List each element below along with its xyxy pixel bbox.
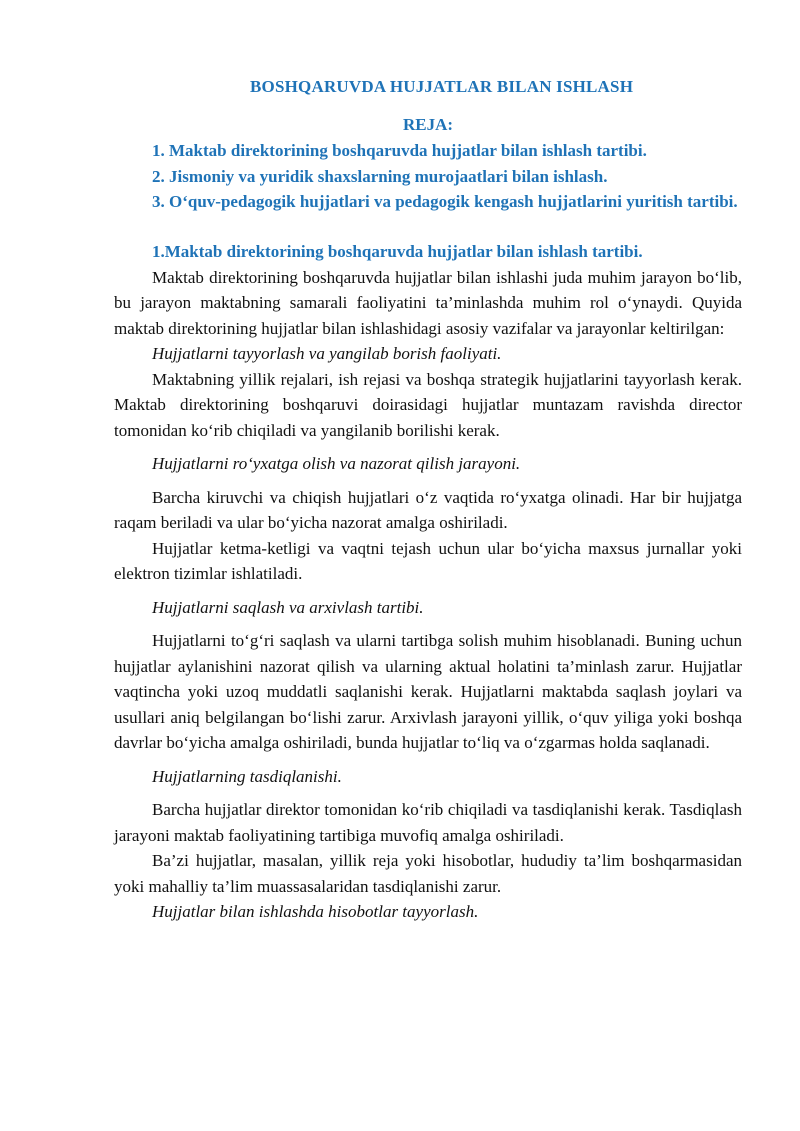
document-title: BOSHQARUVDA HUJJATLAR BILAN ISHLASH bbox=[250, 77, 634, 96]
plan-item: 1. Maktab direktorining boshqaruvda hujjatlar bilan ishlash tartibi. bbox=[152, 141, 647, 160]
document-content bbox=[114, 72, 742, 925]
paragraph-archiving: Hujjatlarni to‘g‘ri saqlash va ularni tartibga solish muhim hisoblanadi. Buning uchun hujjatlar aylanishini nazorat qilish va ularning aktual holatini ta’minlash zarur. Hujjatlar vaqtincha yoki uzoq muddatli saqlanishi kerak. Hujjatlarni maktabda saqlash joylari va usullari aniq belgilangan bo‘lishi zarur. Arxivlash jarayoni yillik, o‘quv yiliga yoki boshqa davrlar bo‘yicha amalga oshiriladi, bunda hujjatlar to‘liq va o‘zgarmas holda saqlanadi. bbox=[114, 631, 742, 752]
plan-list bbox=[114, 138, 742, 215]
paragraph-journals: Hujjatlar ketma-ketligi va vaqtni tejash uchun ular bo‘yicha maxsus jurnallar yoki elektron tizimlar ishlatiladi. bbox=[114, 538, 742, 583]
paragraph-approval: Barcha hujjatlar direktor tomonidan ko‘rib chiqiladi va tasdiqlanishi kerak. Tasdiqlash jarayoni maktab faoliyatining tartibiga muvofiq amalga oshiriladi. bbox=[114, 800, 742, 845]
paragraph-registration: Barcha kiruvchi va chiqish hujjatlari o‘z vaqtida ro‘yxatga olinadi. Har bir hujjatga raqam beriladi va ular bo‘yicha nazorat amalga oshiriladi. bbox=[114, 487, 742, 532]
paragraph-preparation: Maktabning yillik rejalari, ish rejasi va boshqa strategik hujjatlarini tayyorlash kerak. Maktab direktorining boshqaruvi doirasidagi hujjatlar muntazam ravishda director tomonidan ko‘rib chiqiladi va yangilanib borilishi kerak. bbox=[114, 369, 742, 440]
subheading-archiving: Hujjatlarni saqlash va arxivlash tartibi. bbox=[152, 597, 424, 617]
subheading-reports: Hujjatlar bilan ishlashda hisobotlar tayyorlash. bbox=[152, 902, 479, 921]
plan-item: 3. O‘quv-pedagogik hujjatlari va pedagogik kengash hujjatlarini yuritish tartibi. bbox=[152, 192, 738, 211]
subheading-preparation: Hujjatlarni tayyorlash va yangilab borish faoliyati. bbox=[152, 344, 502, 363]
section-heading: 1.Maktab direktorining boshqaruvda hujjatlar bilan ishlash tartibi. bbox=[152, 241, 643, 261]
plan-heading: REJA: bbox=[402, 115, 454, 134]
paragraph-regional-approval: Ba’zi hujjatlar, masalan, yillik reja yoki hisobotlar, hududiy ta’lim boshqarmasidan yoki mahalliy ta’lim muassasalaridan tasdiqlanishi zarur. bbox=[114, 851, 742, 896]
paragraph-intro: Maktab direktorining boshqaruvda hujjatlar bilan ishlashi juda muhim jarayon bo‘lib, bu jarayon maktabning samarali faoliyatini ta’minlashda muhim rol o‘ynaydi. Quyida maktab direktorining hujjatlar bilan ishlashidagi asosiy vazifalar va jarayonlar keltirilgan: bbox=[114, 267, 742, 338]
subheading-approval: Hujjatlarning tasdiqlanishi. bbox=[152, 766, 342, 786]
plan-item: 2. Jismoniy va yuridik shaxslarning murojaatlari bilan ishlash. bbox=[152, 166, 608, 186]
subheading-registration: Hujjatlarni ro‘yxatga olish va nazorat qilish jarayoni. bbox=[152, 454, 521, 473]
